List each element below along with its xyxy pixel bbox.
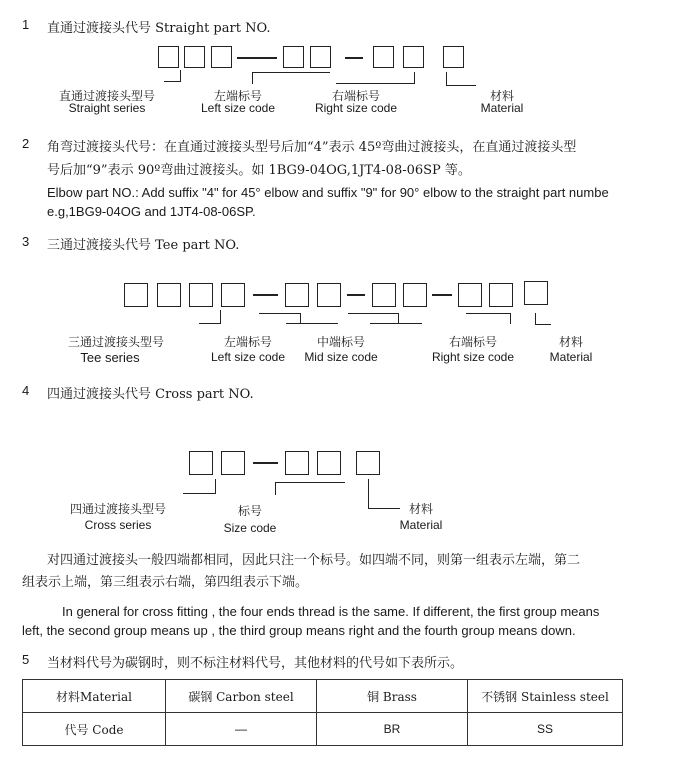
leader-line [510, 313, 511, 324]
cross-material-en: Material [399, 518, 443, 532]
code-box [211, 46, 232, 68]
tee-series-cn: 三通过渡接头型号 [67, 335, 164, 349]
cross-note-en-line2: left, the second group means up , the third group means right and the fourth group means down. [22, 623, 576, 638]
straight-series-en: Straight series [68, 101, 146, 115]
code-box [124, 283, 148, 307]
code-box [317, 283, 341, 307]
code-box [356, 451, 380, 475]
table-cell: 代号 Code [23, 713, 166, 746]
code-box [283, 46, 304, 68]
straight-material-cn: 材料 [489, 89, 514, 103]
section-3-title: 三通过渡接头代号 Tee part NO. [47, 238, 240, 253]
cross-note-en-line1: In general for cross fitting , the four ends thread is the same. If different, the first group means [62, 604, 600, 619]
leader-line [414, 72, 415, 84]
section-1-number: 1 [22, 17, 30, 32]
leader-line [286, 323, 338, 324]
straight-material-en: Material [480, 101, 524, 115]
table-header-row [23, 680, 623, 713]
tee-material-cn: 材料 [558, 335, 583, 349]
leader-line [275, 482, 276, 495]
code-box [310, 46, 331, 68]
cross-material-cn: 材料 [408, 502, 433, 516]
cross-series-en: Cross series [84, 518, 152, 532]
table-row [23, 713, 623, 746]
cross-size-en: Size code [223, 521, 277, 535]
section-1-title: 直通过渡接头代号 Straight part NO. [47, 21, 271, 36]
cross-series-cn: 四通过渡接头型号 [69, 502, 166, 516]
code-box [524, 281, 548, 305]
code-box [372, 283, 396, 307]
tee-right-cn: 右端标号 [448, 335, 497, 349]
leader-line [370, 323, 422, 324]
dash-separator [347, 294, 365, 296]
section-2-cn-line2: 号后加“9”表示 90º弯曲过渡接头。如 1BG9-04OG,1JT4-08-06SP 等。 [47, 163, 471, 178]
leader-line [348, 313, 398, 314]
tee-left-cn: 左端标号 [223, 335, 272, 349]
dash-separator [253, 462, 278, 464]
leader-line [252, 72, 253, 84]
code-box [489, 283, 513, 307]
leader-line [252, 72, 330, 73]
dash-separator [253, 294, 278, 296]
leader-line [535, 324, 551, 325]
leader-line [446, 72, 447, 86]
section-2-number: 2 [22, 136, 30, 151]
leader-line [259, 313, 301, 314]
cross-size-cn: 标号 [237, 504, 262, 518]
code-box [317, 451, 341, 475]
code-box [443, 46, 464, 68]
straight-right-en: Right size code [314, 101, 398, 115]
section-4-number: 4 [22, 383, 30, 398]
leader-line [368, 479, 369, 509]
leader-line [336, 83, 415, 84]
code-box [189, 451, 213, 475]
cross-note-cn-line1: 对四通过渡接头一般四端都相同，因此只注一个标号。如四端不同，则第一组表示左端，第二 [47, 553, 581, 568]
code-box [458, 283, 482, 307]
leader-line [183, 493, 216, 494]
tee-series-en: Tee series [80, 350, 140, 365]
section-2-en-line2: e.g,1BG9-04OG and 1JT4-08-06SP. [47, 204, 256, 219]
table-cell: BR [317, 713, 468, 746]
section-5-number: 5 [22, 652, 30, 667]
code-box [373, 46, 394, 68]
leader-line [215, 479, 216, 494]
straight-left-en: Left size code [200, 101, 276, 115]
straight-left-cn: 左端标号 [213, 89, 262, 103]
leader-line [466, 313, 511, 314]
tee-left-en: Left size code [210, 350, 286, 364]
tee-right-en: Right size code [431, 350, 515, 364]
section-2-en-line1: Elbow part NO.: Add suffix "4" for 45° elbow and suffix "9" for 90° elbow to the straight part numbe [47, 185, 609, 200]
code-box [221, 283, 245, 307]
code-box [221, 451, 245, 475]
dash-separator [237, 57, 277, 59]
dash-separator [432, 294, 452, 296]
table-header-cell: 碳钢 Carbon steel [166, 680, 317, 713]
code-box [158, 46, 179, 68]
code-box [184, 46, 205, 68]
table-header-cell: 不锈钢 Stainless steel [468, 680, 623, 713]
leader-line [164, 81, 181, 82]
code-box [403, 46, 424, 68]
straight-series-cn: 直通过渡接头型号 [58, 89, 155, 103]
section-4-title: 四通过渡接头代号 Cross part NO. [47, 387, 254, 402]
leader-line [199, 323, 221, 324]
code-box [285, 283, 309, 307]
tee-mid-en: Mid size code [304, 350, 378, 364]
dash-separator [345, 57, 363, 59]
table-header-cell: 铜 Brass [317, 680, 468, 713]
leader-line [220, 310, 221, 324]
table-cell: — [166, 713, 317, 746]
material-code-table [22, 679, 623, 746]
table-header-cell: 材料Material [23, 680, 166, 713]
section-5-title: 当材料代号为碳钢时，则不标注材料代号，其他材料的代号如下表所示。 [47, 656, 464, 671]
cross-note-cn-line2: 组表示上端，第三组表示右端，第四组表示下端。 [22, 575, 309, 590]
tee-mid-cn: 中端标号 [316, 335, 365, 349]
leader-line [275, 482, 345, 483]
tee-material-en: Material [549, 350, 593, 364]
section-3-number: 3 [22, 234, 30, 249]
code-box [285, 451, 309, 475]
code-box [157, 283, 181, 307]
straight-right-cn: 右端标号 [331, 89, 380, 103]
code-box [189, 283, 213, 307]
section-2-cn-line1: 角弯过渡接头代号：在直通过渡接头型号后加“4”表示 45º弯曲过渡接头，在直通过渡接头型 [47, 140, 577, 155]
code-box [403, 283, 427, 307]
table-cell: SS [468, 713, 623, 746]
